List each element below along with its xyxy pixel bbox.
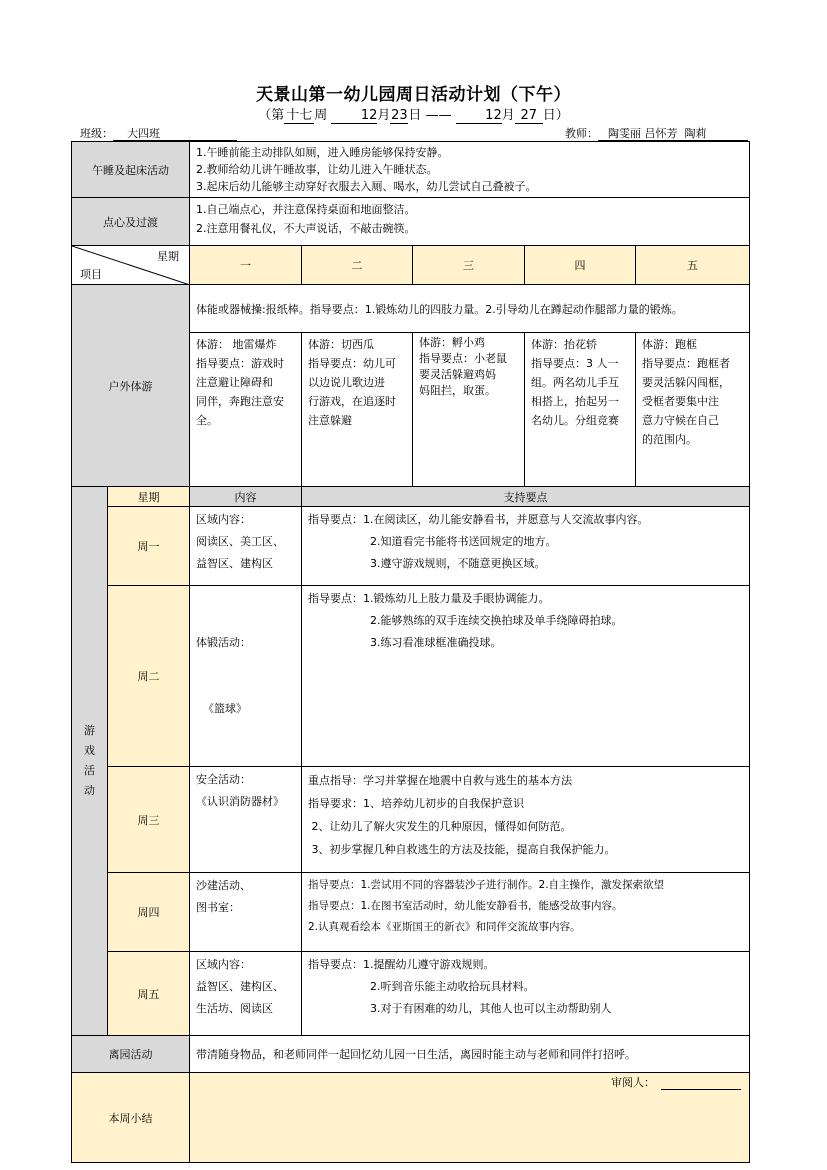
col-support: 支持要点 xyxy=(302,487,750,507)
game-day: 周五 xyxy=(108,952,190,1036)
support-line: 3、初步掌握几种自救逃生的方法及技能，提高自我保护能力。 xyxy=(308,843,616,856)
corner-weekday-label: 星期 xyxy=(157,250,179,263)
game-support xyxy=(302,952,750,1036)
nap-row xyxy=(72,142,750,198)
day-header: 三 xyxy=(413,246,525,285)
col-weekday: 星期 xyxy=(108,487,190,507)
games-row-wed xyxy=(72,767,750,873)
week-number: 十七 xyxy=(286,108,313,123)
outdoor-line: 指导要点：游戏时 xyxy=(196,357,284,370)
outdoor-line: 要灵活躲闪闯框， xyxy=(642,376,730,389)
nap-label: 午睡及起床活动 xyxy=(72,142,190,198)
leave-text: 带清随身物品，和老师同伴一起回忆幼儿园一日生活，离园时能主动与老师和同伴打招呼。 xyxy=(190,1036,750,1073)
outdoor-line: 要灵活躲避鸡妈 xyxy=(419,368,496,381)
support-line: 指导要求：1、培养幼儿初步的自我保护意识 xyxy=(308,797,524,810)
games-label-char: 活 xyxy=(84,764,95,777)
games-header-row xyxy=(72,487,750,507)
support-line: 指导要点：1.锻炼幼儿上肢力量及手眼协调能力。 xyxy=(308,592,550,605)
content-line: 沙建活动、 xyxy=(196,879,251,892)
outdoor-line: 组。两名幼儿手互 xyxy=(531,376,619,389)
week-prefix: （第 xyxy=(258,108,285,123)
outdoor-day-1 xyxy=(190,333,302,487)
support-line: 2.能够熟练的双手连续交换拍球及单手绕障碍拍球。 xyxy=(370,614,623,627)
outdoor-day-3 xyxy=(413,333,525,487)
content-line: 体锻活动： xyxy=(196,636,251,649)
outdoor-line: 行游戏，在追逐时 xyxy=(308,395,396,408)
outdoor-common: 体能或器械操:报纸棒。指导要点：1.锻炼幼儿的四肢力量。2.引导幼儿在蹲起动作腿部力量的锻炼。 xyxy=(190,285,750,333)
outdoor-line: 指导要点：幼儿可 xyxy=(308,357,396,370)
range-dash: —— xyxy=(425,108,452,123)
game-content xyxy=(190,873,302,952)
games-row-mon xyxy=(72,507,750,586)
support-line: 3.练习看准球框准确投球。 xyxy=(370,636,502,649)
games-row-tue xyxy=(72,586,750,767)
class-value: 大四班 xyxy=(113,127,237,141)
outdoor-common-row xyxy=(72,285,750,333)
game-day: 周一 xyxy=(108,507,190,586)
content-line: 安全活动： xyxy=(196,773,251,786)
outdoor-line: 的范围内。 xyxy=(642,433,697,446)
content-line: 益智区、建构区 xyxy=(196,557,273,570)
class-label: 班级： xyxy=(80,127,113,140)
start-month: 12 xyxy=(331,109,377,124)
games-row-fri xyxy=(72,952,750,1036)
games-label-char: 动 xyxy=(84,784,95,797)
corner-item-label: 项目 xyxy=(80,268,102,281)
day-header: 二 xyxy=(302,246,413,285)
outdoor-day-5 xyxy=(636,333,750,487)
support-line: 2.认真观看绘本《亚斯国王的新衣》和同伴交流故事内容。 xyxy=(308,921,581,933)
week-range xyxy=(0,104,827,124)
content-line: 阅读区、美工区、 xyxy=(196,535,284,548)
day-header: 五 xyxy=(636,246,750,285)
month-word-1: 月 xyxy=(377,108,391,123)
support-line: 3.对于有困难的幼儿，其他人也可以主动帮助别人 xyxy=(370,1002,612,1015)
week-word: 周 xyxy=(314,108,328,123)
outdoor-line: 同伴，奔跑注意安 xyxy=(196,395,284,408)
activity-plan-table xyxy=(71,141,750,1163)
outdoor-line: 相搭上，抬起另一 xyxy=(531,395,619,408)
month-word-2: 月 xyxy=(501,108,515,123)
support-line: 指导要点：1.尝试用不同的容器装沙子进行制作。2.自主操作，激发探索欲望 xyxy=(308,879,665,891)
game-support xyxy=(302,507,750,586)
outdoor-line: 妈阻拦，取蛋。 xyxy=(419,384,496,397)
games-row-thu xyxy=(72,873,750,952)
teacher-value: 陶雯丽 吕怀芳 陶莉 xyxy=(598,127,748,141)
game-day: 周二 xyxy=(108,586,190,767)
outdoor-line: 注意躲避 xyxy=(308,414,352,427)
col-content: 内容 xyxy=(190,487,302,507)
content-line: 区域内容： xyxy=(196,958,251,971)
start-day: 23 xyxy=(391,108,408,123)
game-support xyxy=(302,586,750,767)
outdoor-line: 受框者要集中注 xyxy=(642,395,719,408)
outdoor-line: 体游：抬花轿 xyxy=(531,338,597,351)
game-support xyxy=(302,873,750,952)
game-day: 周四 xyxy=(108,873,190,952)
support-line: 3.遵守游戏规则，不随意更换区域。 xyxy=(370,557,546,570)
corner-cell xyxy=(72,246,190,285)
content-line: 《篮球》 xyxy=(196,702,247,715)
snack-label: 点心及过渡 xyxy=(72,198,190,246)
outdoor-day-2 xyxy=(302,333,413,487)
reviewer-field xyxy=(611,1074,741,1090)
outdoor-line: 指导要点：跑框者 xyxy=(642,357,730,370)
support-line: 2.知道看完书能将书送回规定的地方。 xyxy=(370,535,557,548)
nap-item: 2.教师给幼儿讲午睡故事，让幼儿进入午睡状态。 xyxy=(196,163,438,176)
outdoor-line: 意力守候在自己 xyxy=(642,414,719,427)
outdoor-day-4 xyxy=(525,333,636,487)
class-info xyxy=(80,125,237,141)
end-month: 12 xyxy=(456,109,502,124)
support-line: 2、让幼儿了解火灾发生的几种原因，懂得如何防范。 xyxy=(308,820,572,833)
summary-label: 本周小结 xyxy=(72,1073,190,1163)
leave-row xyxy=(72,1036,750,1073)
teacher-label: 教师： xyxy=(565,127,598,140)
game-content xyxy=(190,952,302,1036)
reviewer-label: 审阅人： xyxy=(611,1076,655,1089)
outdoor-line: 体游： 地雷爆炸 xyxy=(196,338,277,351)
snack-row xyxy=(72,198,750,246)
content-line: 区域内容： xyxy=(196,513,251,526)
outdoor-line: 指导要点：3 人一 xyxy=(531,357,619,370)
snack-item: 2.注意用餐礼仪，不大声说话，不敲击碗筷。 xyxy=(196,222,416,235)
end-suffix: 日） xyxy=(542,108,569,123)
outdoor-label: 户外体游 xyxy=(72,285,190,487)
content-line: 《认识消防器材》 xyxy=(196,795,284,808)
outdoor-line: 体游：孵小鸡 xyxy=(419,336,485,349)
teacher-info xyxy=(565,125,748,141)
leave-label: 离园活动 xyxy=(72,1036,190,1073)
game-content xyxy=(190,767,302,873)
snack-item: 1.自己端点心，并注意保持桌面和地面整洁。 xyxy=(196,203,416,216)
end-day: 27 xyxy=(515,109,543,124)
outdoor-line: 全。 xyxy=(196,414,218,427)
nap-item: 3.起床后幼儿能够主动穿好衣服去入厕、喝水，幼儿尝试自己叠被子。 xyxy=(196,180,537,193)
week-header-row xyxy=(72,246,750,285)
support-line: 指导要点：1.在阅读区，幼儿能安静看书，并愿意与人交流故事内容。 xyxy=(308,513,649,526)
support-line: 指导要点：1.提醒幼儿遵守游戏规则。 xyxy=(308,958,495,971)
nap-item: 1.午睡前能主动排队如厕，进入睡房能够保持安静。 xyxy=(196,146,449,159)
game-content xyxy=(190,507,302,586)
games-label xyxy=(72,487,108,1036)
game-support xyxy=(302,767,750,873)
outdoor-line: 指导要点：小老鼠 xyxy=(419,352,507,365)
outdoor-line: 体游：跑框 xyxy=(642,338,697,351)
content-line: 益智区、建构区、 xyxy=(196,980,284,993)
support-line: 2.听到音乐能主动收拾玩具材料。 xyxy=(370,980,535,993)
outdoor-line: 以边说儿歌边进 xyxy=(308,376,385,389)
support-line: 重点指导：学习并掌握在地震中自救与逃生的基本方法 xyxy=(308,774,572,787)
day-word-1: 日 xyxy=(408,108,422,123)
day-header: 一 xyxy=(190,246,302,285)
games-label-char: 游 xyxy=(84,724,95,737)
support-line: 指导要点：1.在图书室活动时，幼儿能安静看书，能感受故事内容。 xyxy=(308,900,623,912)
games-label-char: 戏 xyxy=(84,744,95,757)
content-line: 生活坊、阅读区 xyxy=(196,1002,273,1015)
content-line: 图书室： xyxy=(196,901,240,914)
reviewer-signature-line[interactable] xyxy=(661,1077,741,1090)
outdoor-line: 体游：切西瓜 xyxy=(308,338,374,351)
snack-content xyxy=(190,198,750,246)
day-header: 四 xyxy=(525,246,636,285)
game-day: 周三 xyxy=(108,767,190,873)
page-title: 天景山第一幼儿园周日活动计划（下午） xyxy=(256,85,571,105)
outdoor-line: 注意避让障碍和 xyxy=(196,376,273,389)
nap-content xyxy=(190,142,750,198)
game-content xyxy=(190,586,302,767)
outdoor-line: 名幼儿。分组竞赛 xyxy=(531,414,619,427)
